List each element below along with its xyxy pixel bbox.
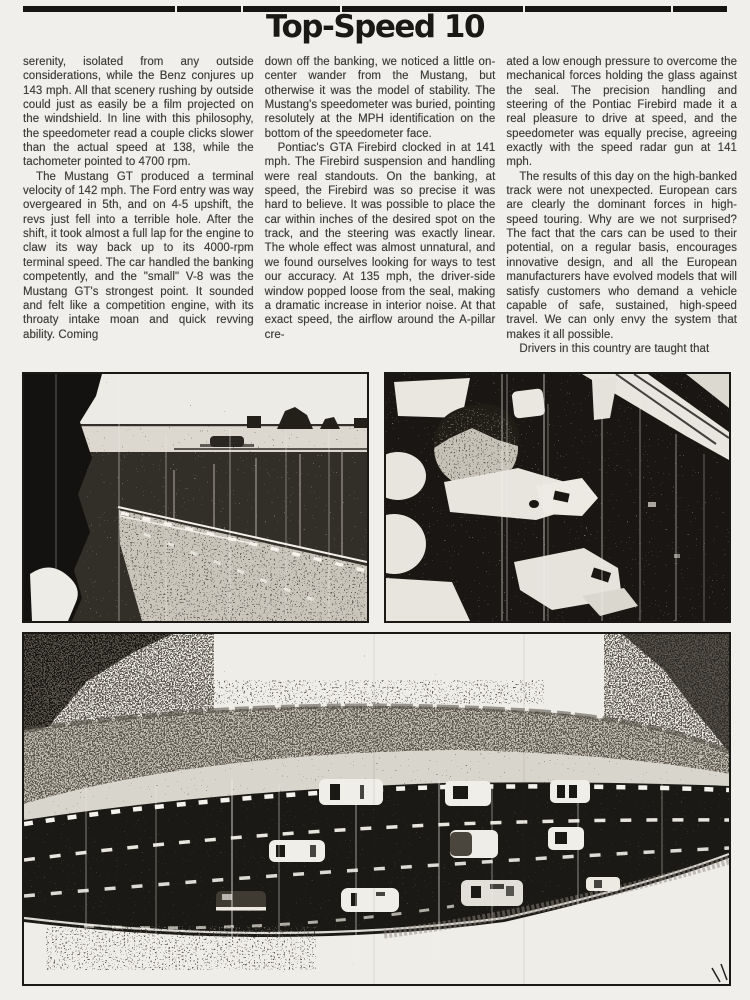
- article-column-2: [265, 55, 496, 356]
- photo-car-interior: [384, 372, 731, 623]
- photo-car-interior-illustration: [386, 374, 729, 621]
- article-column-3: [506, 55, 737, 356]
- article-paragraph: serenity, isolated from any outside considerations, while the Benz conjures up 143 mph. All that scenery rushing by outside could just as easily be a film projected on the windshield. In line with this philosophy, the speedometer read a couple clicks slower than the actual speed at 138, while the tachometer pointed to 4700 rpm.: [23, 56, 254, 169]
- article-paragraph: The Mustang GT produced a terminal velocity of 142 mph. The Ford entry was way overgeared in 5th, and on 4-5 upshift, the revs just fell into a terrible hole. After the shift, it took almost a full lap for the engine to claw its way back up to its 4000-rpm terminal speed. The car handled the banking competently, and the "small" V-8 was the Mustang GT's strongest point. It sounded and felt like a competition engine, with its throaty intake moan and quick revving ability. Coming: [23, 170, 254, 341]
- article-paragraph: down off the banking, we noticed a little on-center wander from the Mustang, but otherwise it was the model of stability. The Mustang's speedometer was buried, pointing resolutely at the MPH identification on the bottom of the speedometer face.: [264, 56, 496, 140]
- photo-track-banking-view: [22, 372, 369, 623]
- article-paragraph: ated a low enough pressure to overcome the mechanical forces holding the glass against the seal. The precision handling and steering of the Pontiac Firebird made it a real pleasure to drive at speed, and the speedometer was equally precise, agreeing exactly with the speed radar gun at 141 mph.: [506, 56, 738, 169]
- article-text: [23, 55, 737, 356]
- article-paragraph: Drivers in this country are taught that: [519, 342, 710, 355]
- photo-track-banking-illustration: [24, 374, 367, 621]
- photo-banked-track-illustration: [24, 634, 729, 984]
- article-paragraph: The results of this day on the high-banked track were not unexpected. European cars are clearly the dominant forces in high-speed touring. Why are we not surprised? The fact that the cars can be used to their potential, on a regular basis, encourages innovative design, and all the European manufacturers have evolved models that will satisfy customers who demand a vehicle capable of safe, sustained, high-speed travel. We can only envy the system that makes it all possible.: [506, 170, 738, 341]
- article-column-1: [23, 55, 254, 356]
- photo-banked-track-aerial: [22, 632, 731, 986]
- page-title: Top-Speed 10: [265, 9, 485, 45]
- article-paragraph: Pontiac's GTA Firebird clocked in at 141 mph. The Firebird suspension and handling were real standouts. On the banking, at speed, the Firebird was so precise it was hard to believe. It was possible to place the car within inches of the desired spot on the track, and the steering was exactly linear. The whole effect was almost unnatural, and we found ourselves looking for ways to test our accuracy. At 135 mph, the driver-side window popped loose from the seal, making a dramatic increase in interior noise. At that exact speed, the airflow around the A-pillar cre-: [264, 142, 496, 341]
